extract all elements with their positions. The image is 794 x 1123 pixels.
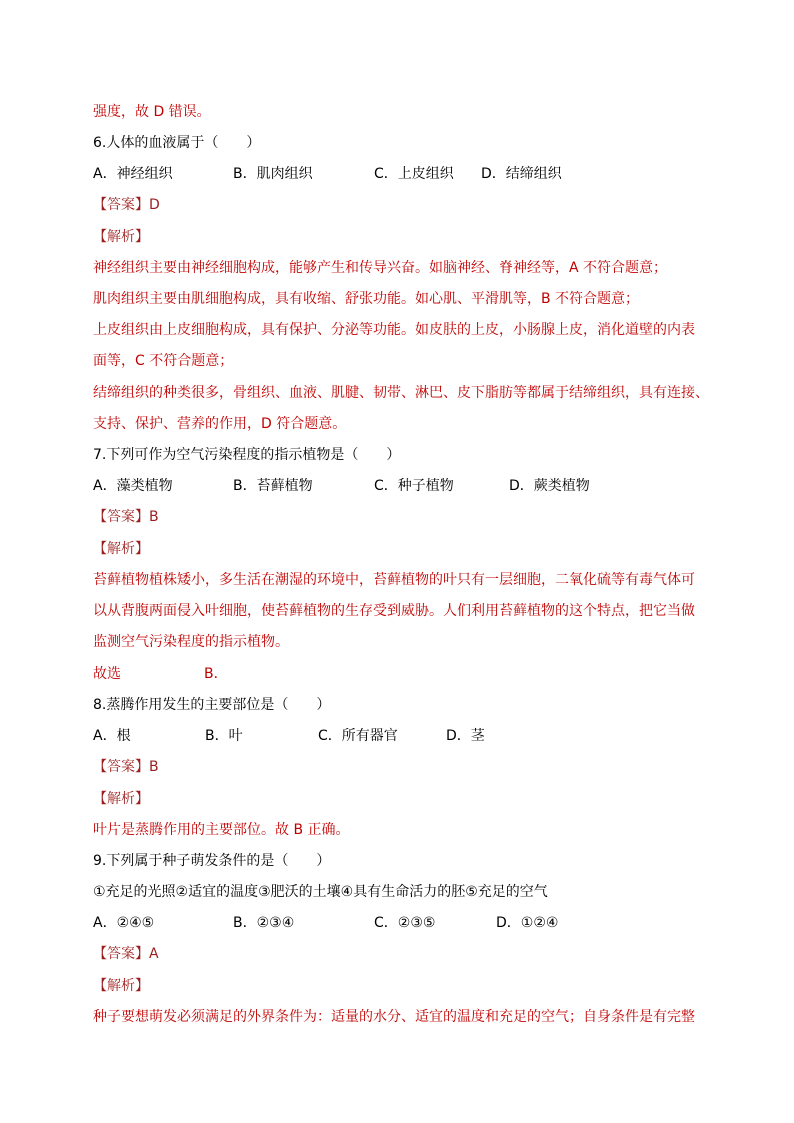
q7-conclusion-answer: B． bbox=[204, 666, 228, 682]
q8-explanation-heading: 【解析】 bbox=[93, 791, 149, 807]
q6-option-c: C．上皮组织 bbox=[374, 166, 454, 182]
q7-explanation-line: 监测空气污染程度的指示植物。 bbox=[93, 634, 289, 650]
q6-option-a: A．神经组织 bbox=[93, 166, 173, 182]
q6-explanation-heading: 【解析】 bbox=[93, 229, 149, 245]
q9-answer: 【答案】A bbox=[93, 946, 159, 962]
q8-explanation-line: 叶片是蒸腾作用的主要部位。故 B 正确。 bbox=[93, 822, 350, 838]
q7-option-a: A．藻类植物 bbox=[93, 478, 173, 494]
question-6-stem: 6.人体的血液属于（ ） bbox=[93, 135, 261, 151]
q9-explanation-heading: 【解析】 bbox=[93, 978, 149, 994]
q6-explanation-line: 肌肉组织主要由肌细胞构成，具有收缩、舒张功能。如心肌、平滑肌等，B 不符合题意； bbox=[93, 291, 640, 307]
q7-option-b: B．苔藓植物 bbox=[233, 478, 313, 494]
question-7-stem: 7.下列可作为空气污染程度的指示植物是（ ） bbox=[93, 447, 401, 463]
q6-explanation-line: 神经组织主要由神经细胞构成，能够产生和传导兴奋。如脑神经、脊神经等，A 不符合题意； bbox=[93, 260, 668, 276]
q7-explanation-line: 苔藓植物植株矮小，多生活在潮湿的环境中，苔藓植物的叶只有一层细胞，二氧化硫等有毒气体可 bbox=[93, 572, 695, 588]
q7-answer: 【答案】B bbox=[93, 509, 159, 525]
q6-option-b: B．肌肉组织 bbox=[233, 166, 313, 182]
q8-option-a: A．根 bbox=[93, 728, 131, 744]
q6-answer: 【答案】D bbox=[93, 197, 160, 213]
q8-option-c: C．所有器官 bbox=[318, 728, 398, 744]
q7-explanation-line: 以从背腹两面侵入叶细胞，使苔藓植物的生存受到威胁。人们利用苔藓植物的这个特点，把它当做 bbox=[93, 603, 695, 619]
q8-answer: 【答案】B bbox=[93, 759, 159, 775]
q7-explanation-heading: 【解析】 bbox=[93, 541, 149, 557]
q9-option-a: A．②④⑤ bbox=[93, 915, 155, 931]
q9-option-d: D．①②④ bbox=[496, 915, 559, 931]
q8-option-b: B．叶 bbox=[205, 728, 243, 744]
q6-explanation-line: 面等，C 不符合题意； bbox=[93, 353, 234, 369]
q6-option-d: D．结缔组织 bbox=[481, 166, 562, 182]
q9-option-c: C．②③⑤ bbox=[374, 915, 436, 931]
q7-option-c: C．种子植物 bbox=[374, 478, 454, 494]
q7-conclusion-label: 故选 bbox=[93, 666, 121, 682]
q9-explanation-line: 种子要想萌发必须满足的外界条件为：适量的水分、适宜的温度和充足的空气；自身条件是有完整 bbox=[93, 1009, 695, 1025]
q7-option-d: D．蕨类植物 bbox=[509, 478, 590, 494]
question-8-stem: 8.蒸腾作用发生的主要部位是（ ） bbox=[93, 697, 331, 713]
q6-explanation-line: 支持、保护、营养的作用，D 符合题意。 bbox=[93, 416, 347, 432]
q9-option-b: B．②③④ bbox=[233, 915, 295, 931]
q6-explanation-line: 结缔组织的种类很多，骨组织、血液、肌腱、韧带、淋巴、皮下脂肪等都属于结缔组织，具有连接、 bbox=[93, 385, 709, 401]
question-9-conditions: ①充足的光照②适宜的温度③肥沃的土壤④具有生命活力的胚⑤充足的空气 bbox=[93, 884, 548, 900]
prev-answer-tail: 强度，故 D 错误。 bbox=[93, 104, 211, 120]
q6-explanation-line: 上皮组织由上皮细胞构成，具有保护、分泌等功能。如皮肤的上皮，小肠腺上皮，消化道壁的内表 bbox=[93, 322, 695, 338]
q8-option-d: D．茎 bbox=[446, 728, 485, 744]
question-9-stem: 9.下列属于种子萌发条件的是（ ） bbox=[93, 853, 331, 869]
